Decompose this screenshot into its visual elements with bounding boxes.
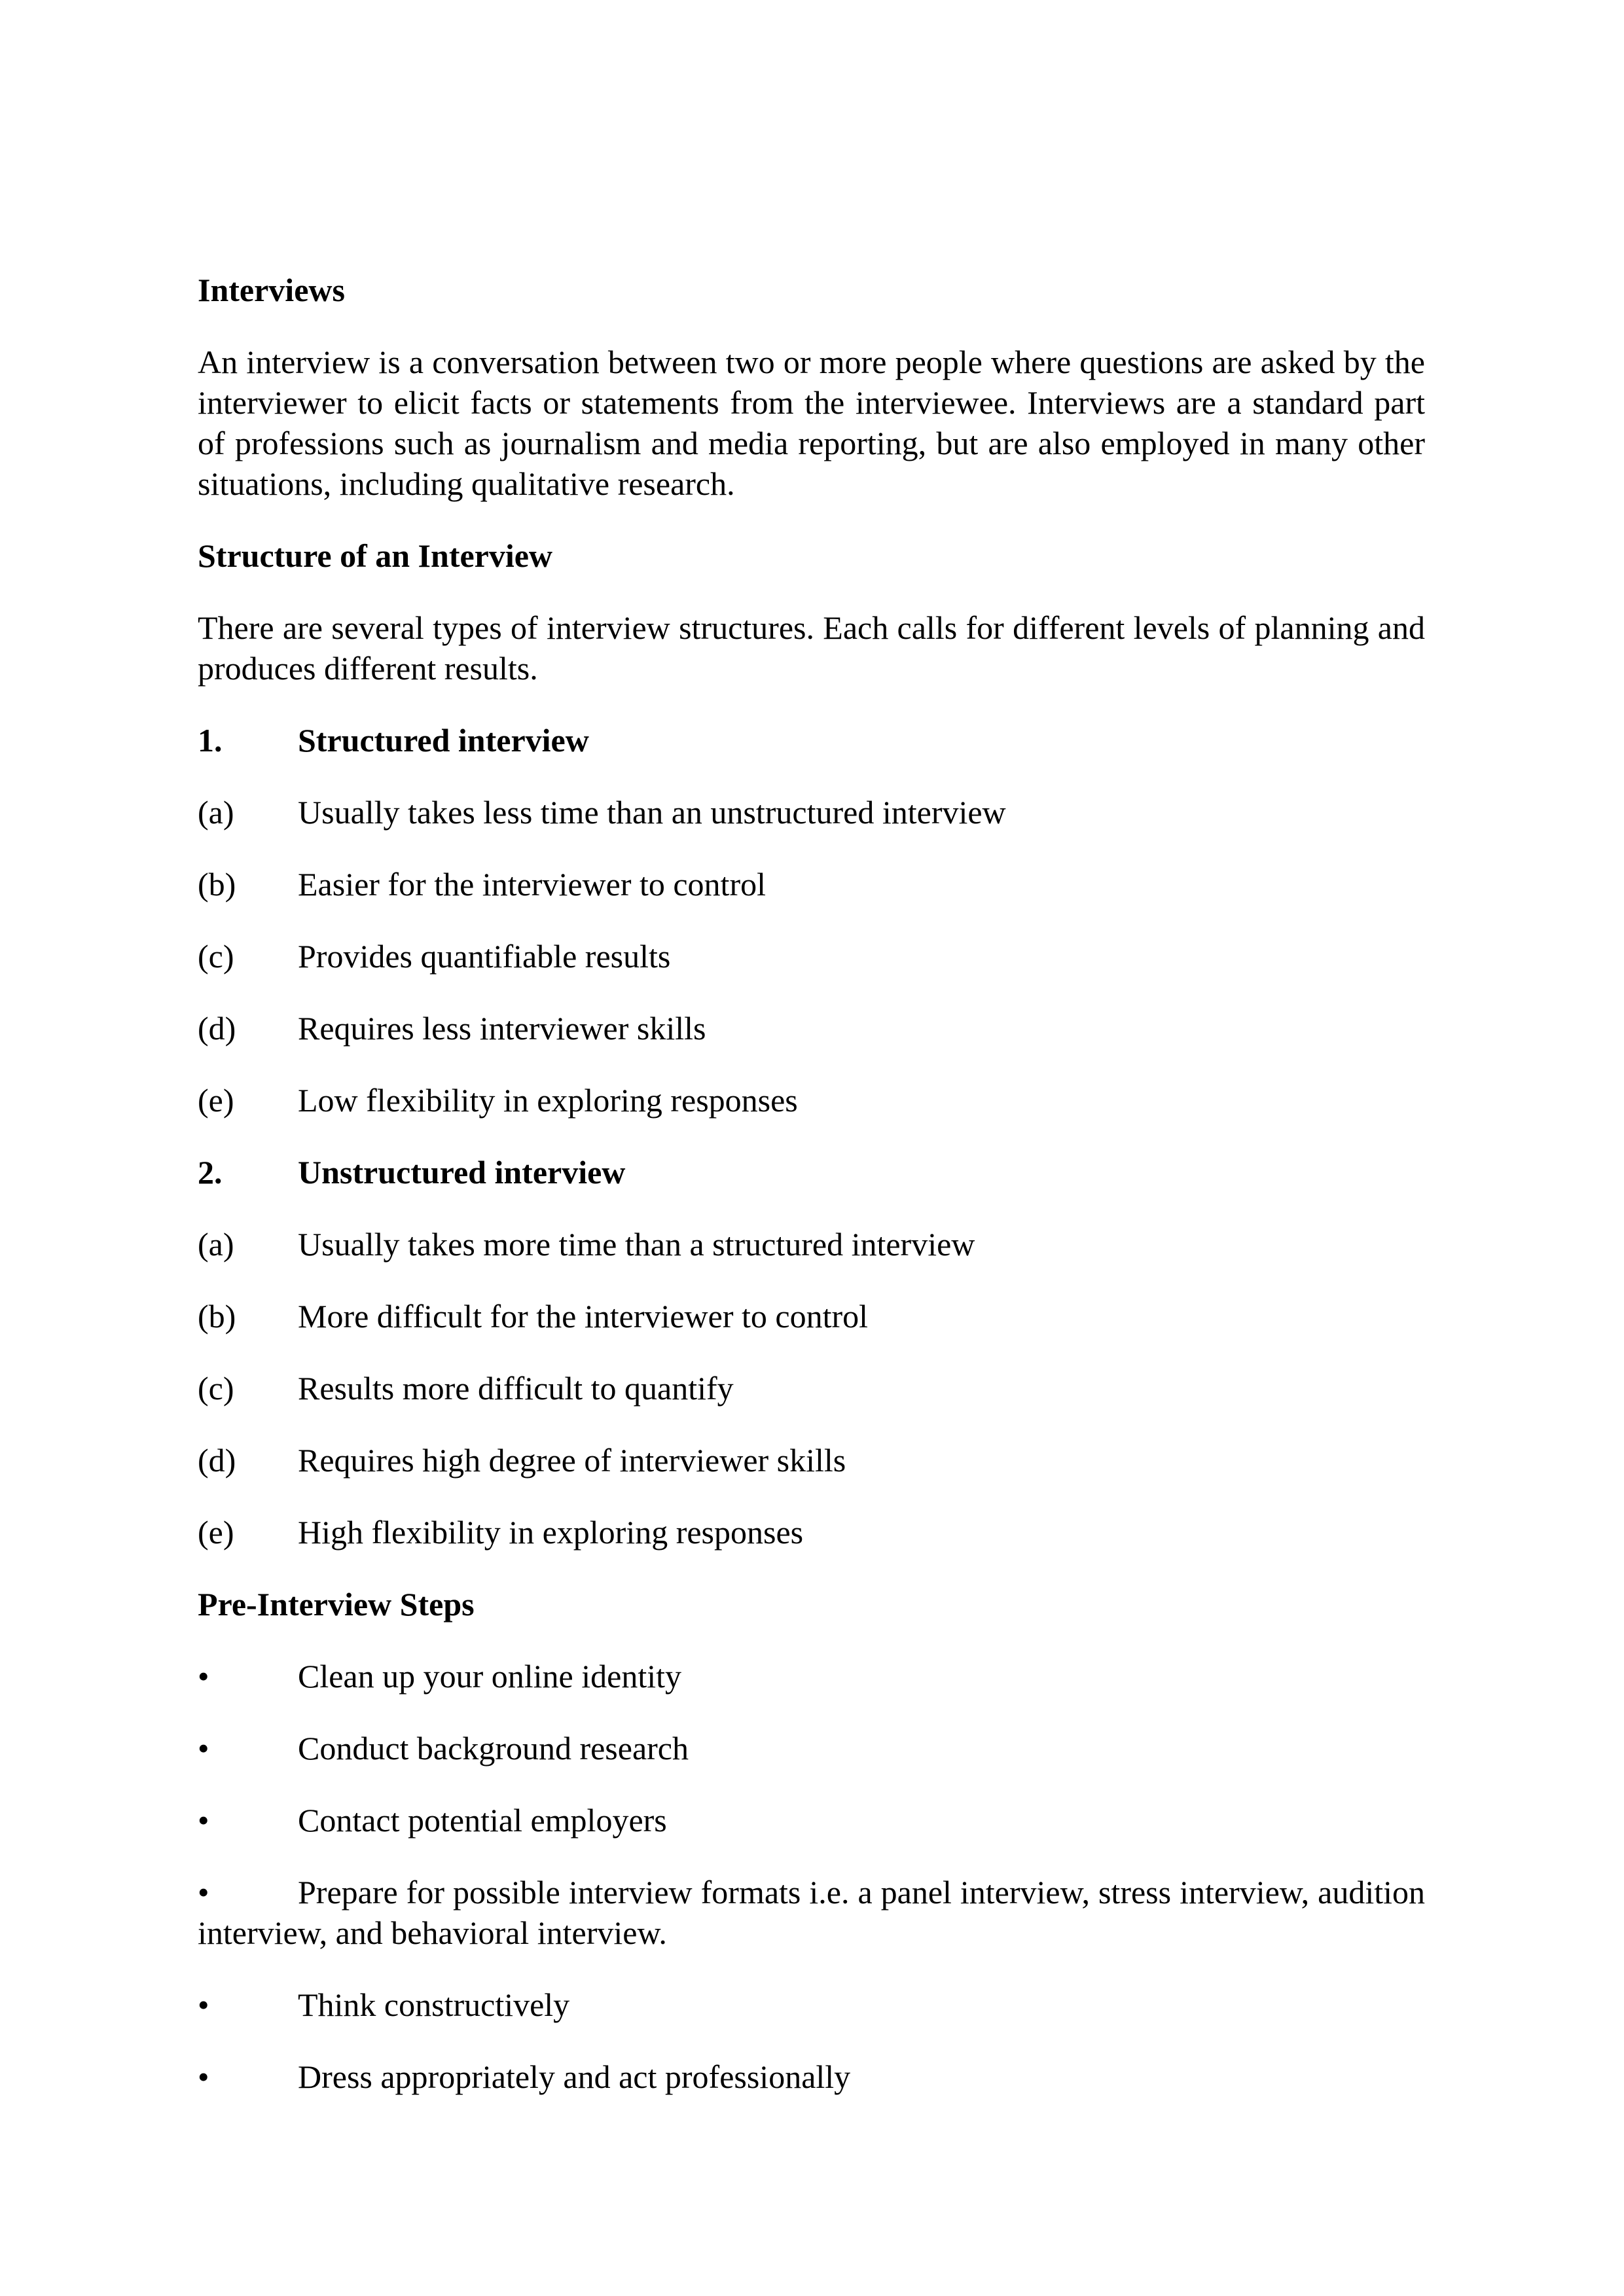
list-marker: (e) — [198, 1514, 234, 1551]
list-item-text: Requires less interviewer skills — [298, 1010, 706, 1047]
list-item-text: Requires high degree of interviewer skills — [298, 1442, 846, 1479]
list-item — [198, 864, 1425, 905]
list-item-text: Usually takes more time than a structured interview — [298, 1226, 975, 1263]
list-marker: (d) — [198, 1442, 236, 1479]
list-marker: (a) — [198, 794, 234, 831]
bullet-marker: • — [198, 1802, 209, 1839]
bullet-item — [198, 1984, 1425, 2025]
list-item-text: Results more difficult to quantify — [298, 1370, 734, 1407]
bullet-marker: • — [198, 2058, 209, 2095]
list-marker: (d) — [198, 1010, 236, 1047]
list-item — [198, 1512, 1425, 1552]
list-item-text: Usually takes less time than an unstructured interview — [298, 794, 1006, 831]
bullet-marker: • — [198, 1730, 209, 1767]
bullet-text: Conduct background research — [298, 1730, 689, 1767]
bullet-marker: • — [198, 1874, 209, 1910]
list-item — [198, 792, 1425, 833]
list-marker: (b) — [198, 866, 236, 903]
list-item-text: Low flexibility in exploring responses — [298, 1082, 798, 1119]
bullet-text: Contact potential employers — [298, 1802, 667, 1839]
bullet-text: Dress appropriately and act professionally — [298, 2058, 851, 2095]
list-item — [198, 1440, 1425, 1480]
bullet-item — [198, 1872, 1425, 1953]
bullet-text: Think constructively — [298, 1986, 570, 2023]
intro-paragraph: An interview is a conversation between two or more people where questions are asked by the interviewer to elicit facts or statements from the interviewee. Interviews are a standard part of professions such as journalism and media reporting, but are also employed in many other situations, including qualitative research. — [198, 344, 1425, 502]
number-marker: 1. — [198, 722, 223, 759]
list-marker: (b) — [198, 1298, 236, 1335]
bullet-item — [198, 1800, 1425, 1840]
list-item-text: Provides quantifiable results — [298, 938, 671, 975]
list-item — [198, 1296, 1425, 1336]
list-item-text: Easier for the interviewer to control — [298, 866, 766, 903]
number-marker: 2. — [198, 1154, 223, 1191]
list-marker: (a) — [198, 1226, 234, 1263]
structure-section-heading: Structure of an Interview — [198, 537, 553, 574]
structure-intro-paragraph: There are several types of interview structures. Each calls for different levels of planning and produces different results. — [198, 609, 1425, 687]
bullet-item — [198, 2056, 1425, 2097]
document-title: Interviews — [198, 272, 345, 308]
list-marker: (c) — [198, 938, 234, 975]
list-marker: (c) — [198, 1370, 234, 1407]
bullet-marker: • — [198, 1986, 209, 2023]
bullet-item — [198, 1728, 1425, 1768]
list-item-text: High flexibility in exploring responses — [298, 1514, 804, 1551]
numbered-section-title: Unstructured interview — [298, 1154, 626, 1191]
bullet-text: Prepare for possible interview formats i.e. a panel interview, stress interview, audition interview, and behavioral interview. — [198, 1874, 1425, 1951]
list-item — [198, 1224, 1425, 1265]
list-marker: (e) — [198, 1082, 234, 1119]
pre-interview-heading: Pre-Interview Steps — [198, 1586, 475, 1623]
numbered-section-heading — [198, 1152, 1425, 1193]
list-item — [198, 1008, 1425, 1049]
bullet-marker: • — [198, 1658, 209, 1695]
numbered-section-heading — [198, 720, 1425, 761]
list-item — [198, 1080, 1425, 1121]
bullet-text: Clean up your online identity — [298, 1658, 682, 1695]
list-item — [198, 936, 1425, 977]
list-item — [198, 1368, 1425, 1408]
numbered-section-title: Structured interview — [298, 722, 589, 759]
list-item-text: More difficult for the interviewer to control — [298, 1298, 869, 1335]
bullet-item — [198, 1656, 1425, 1696]
